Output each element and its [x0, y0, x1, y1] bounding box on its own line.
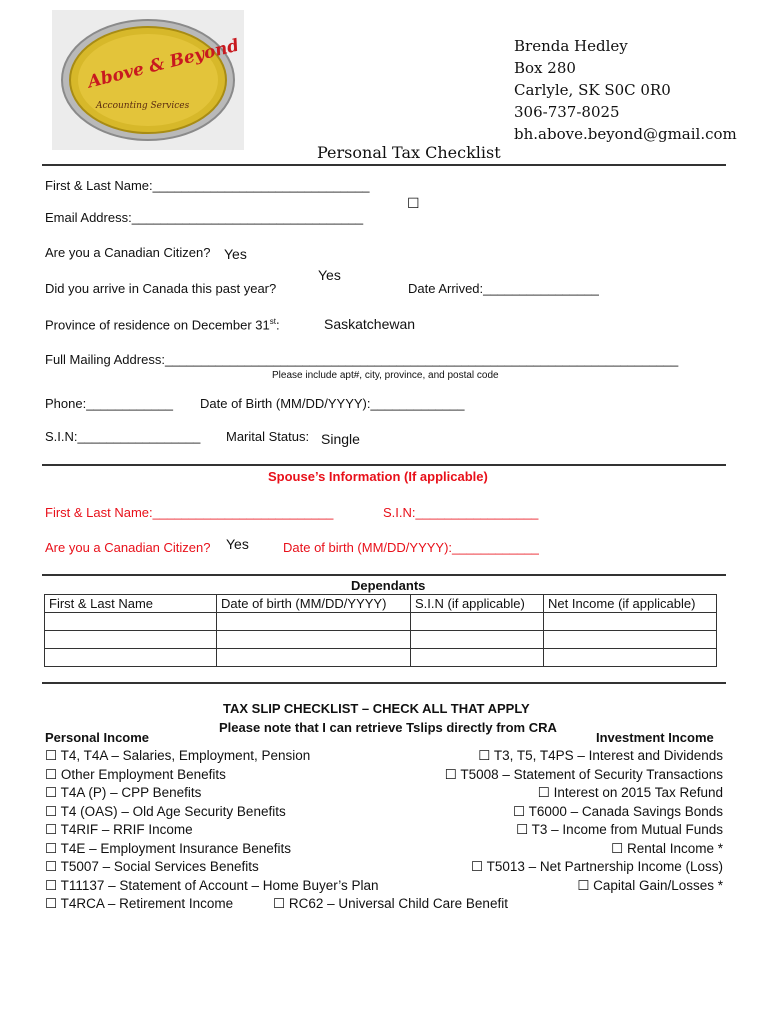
sin-field[interactable]: S.I.N:_________________ [45, 429, 201, 444]
citizen-label: Are you a Canadian Citizen? [45, 245, 211, 260]
table-cell[interactable] [411, 613, 544, 631]
slip-t5008-checkbox[interactable]: ☐ T5008 – Statement of Security Transactions [444, 767, 723, 782]
table-cell[interactable] [45, 613, 217, 631]
spouse-heading: Spouse’s Information (If applicable) [268, 469, 488, 484]
slip-employment-benefits-checkbox[interactable]: ☐ Other Employment Benefits [45, 767, 226, 782]
title-divider [42, 164, 726, 166]
citizen-value[interactable]: Yes [224, 246, 247, 262]
spouse-citizen-value[interactable]: Yes [226, 536, 249, 552]
slip-t6000-checkbox[interactable]: ☐ T6000 – Canada Savings Bonds [513, 804, 723, 819]
spouse-sin-field[interactable]: S.I.N:_________________ [383, 505, 539, 520]
table-cell[interactable] [217, 613, 411, 631]
phone-field[interactable]: Phone:____________ [45, 396, 173, 411]
contact-city: Carlyle, SK S0C 0R0 [514, 81, 671, 99]
personal-income-heading: Personal Income [45, 730, 150, 745]
table-cell[interactable] [544, 613, 717, 631]
mailing-note: Please include apt#, city, province, and postal code [272, 370, 499, 381]
contact-phone: 306-737-8025 [514, 103, 620, 121]
spouse-dob-field[interactable]: Date of birth (MM/DD/YYYY):____________ [283, 540, 539, 555]
logo-text: Above & Beyond [85, 35, 242, 93]
logo-graphic [52, 10, 244, 150]
table-cell[interactable] [217, 649, 411, 667]
table-header-row [45, 595, 717, 613]
province-sup: st [269, 317, 276, 326]
spouse-name-field[interactable]: First & Last Name:_________________________ [45, 505, 334, 520]
dependants-divider [42, 574, 726, 576]
spouse-divider [42, 464, 726, 466]
province-colon: : [275, 317, 280, 333]
province-label-text: Province of residence on December 31 [45, 317, 270, 333]
logo-subtext: Accounting Services [96, 101, 190, 111]
slip-oas-checkbox[interactable]: ☐ T4 (OAS) – Old Age Security Benefits [45, 804, 286, 819]
table-row [45, 631, 717, 649]
marital-value[interactable]: Single [321, 431, 360, 447]
slips-heading: TAX SLIP CHECKLIST – CHECK ALL THAT APPLY [223, 701, 530, 716]
date-arrived-field[interactable]: Date Arrived:________________ [408, 281, 599, 296]
column-header: S.I.N (if applicable) [411, 595, 544, 613]
dependants-heading: Dependants [351, 578, 426, 593]
investment-income-heading: Investment Income [596, 730, 714, 745]
page-title: Personal Tax Checklist [317, 143, 501, 162]
spouse-citizen-label: Are you a Canadian Citizen? [45, 540, 211, 555]
slip-interest-refund-checkbox[interactable]: ☐ Interest on 2015 Tax Refund [537, 785, 723, 800]
slip-rc62-checkbox[interactable]: ☐ RC62 – Universal Child Care Benefit [273, 896, 508, 911]
column-header: Date of birth (MM/DD/YYYY) [217, 595, 411, 613]
slip-rental-income-checkbox[interactable]: ☐ Rental Income * [611, 841, 723, 856]
slip-t5013-checkbox[interactable]: ☐ T5013 – Net Partnership Income (Loss) [471, 859, 723, 874]
slip-capital-gains-checkbox[interactable]: ☐ Capital Gain/Losses * [577, 878, 723, 893]
company-logo [52, 10, 244, 150]
province-label [45, 317, 280, 332]
contact-box: Box 280 [514, 59, 576, 77]
slip-t4rif-checkbox[interactable]: ☐ T4RIF – RRIF Income [45, 822, 193, 837]
table-cell[interactable] [544, 649, 717, 667]
slip-t5007-checkbox[interactable]: ☐ T5007 – Social Services Benefits [45, 859, 259, 874]
slips-note: Please note that I can retrieve Tslips directly from CRA [219, 720, 557, 735]
slip-t4e-checkbox[interactable]: ☐ T4E – Employment Insurance Benefits [45, 841, 291, 856]
dependants-table [44, 594, 717, 667]
table-row [45, 649, 717, 667]
contact-name: Brenda Hedley [514, 37, 628, 55]
checkbox-icon[interactable]: ☐ [407, 195, 420, 211]
province-value[interactable]: Saskatchewan [324, 316, 416, 332]
table-cell[interactable] [544, 631, 717, 649]
slip-cpp-checkbox[interactable]: ☐ T4A (P) – CPP Benefits [45, 785, 202, 800]
slip-t3-t5-checkbox[interactable]: ☐ T3, T5, T4PS – Interest and Dividends [478, 748, 723, 763]
column-header: Net Income (if applicable) [544, 595, 717, 613]
name-field[interactable]: First & Last Name:______________________________ [45, 178, 370, 193]
table-cell[interactable] [411, 649, 544, 667]
arrived-label: Did you arrive in Canada this past year? [45, 281, 277, 296]
slip-t4-checkbox[interactable]: ☐ T4, T4A – Salaries, Employment, Pension [45, 748, 311, 763]
column-header: First & Last Name [45, 595, 217, 613]
arrived-value[interactable]: Yes [318, 267, 341, 283]
table-cell[interactable] [217, 631, 411, 649]
table-cell[interactable] [45, 649, 217, 667]
table-cell[interactable] [411, 631, 544, 649]
contact-email: bh.above.beyond@gmail.com [514, 125, 737, 143]
slip-t4rca-checkbox[interactable]: ☐ T4RCA – Retirement Income [45, 896, 234, 911]
slip-mutual-funds-checkbox[interactable]: ☐ T3 – Income from Mutual Funds [516, 822, 723, 837]
slip-t11137-checkbox[interactable]: ☐ T11137 – Statement of Account – Home Buyer’s Plan [45, 878, 379, 893]
table-row [45, 613, 717, 631]
email-field[interactable]: Email Address:________________________________ [45, 210, 364, 225]
table-cell[interactable] [45, 631, 217, 649]
slips-divider [42, 682, 726, 684]
mailing-address-field[interactable]: Full Mailing Address:_______________________________________________________________________ [45, 352, 679, 367]
contact-block [514, 35, 737, 145]
dob-field[interactable]: Date of Birth (MM/DD/YYYY):_____________ [200, 396, 465, 411]
marital-label: Marital Status: [226, 429, 310, 444]
